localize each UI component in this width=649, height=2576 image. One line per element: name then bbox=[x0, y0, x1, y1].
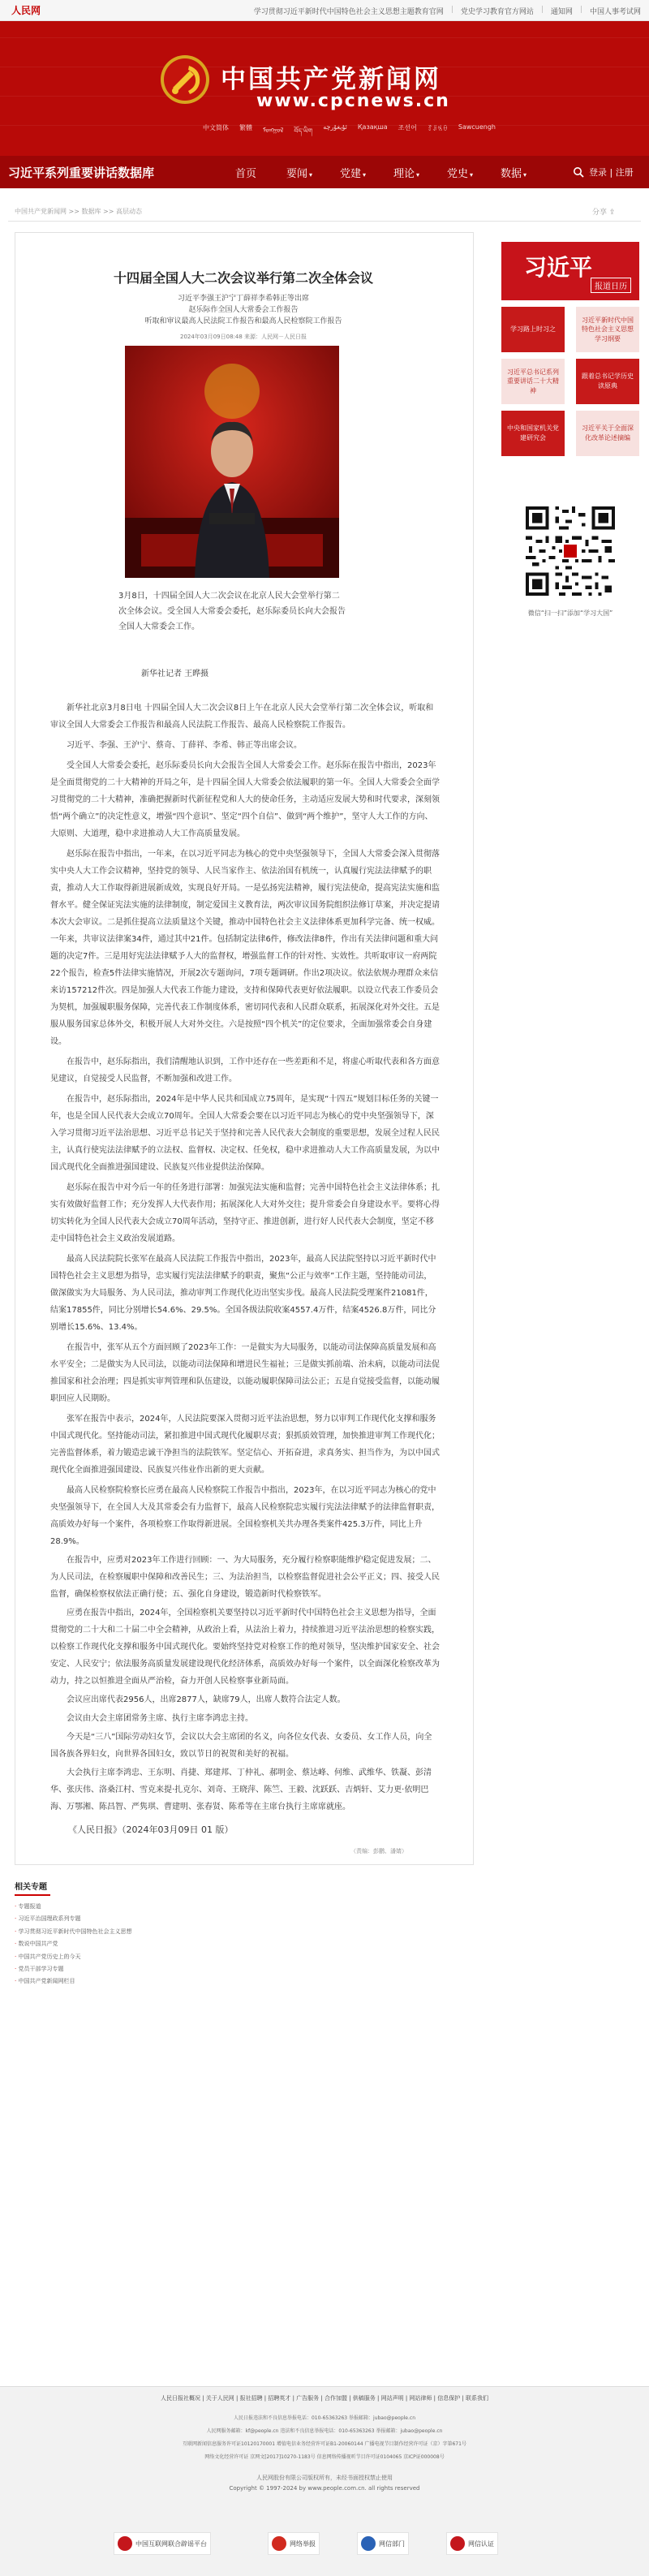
article-paragraph: 赵乐际在报告中对今后一年的任务进行部署：加强宪法实施和监督；完善中国特色社会主义法律体系；扎实有效做好监督工作；充分发挥人大代表作用；拓展深化人大对外交往；提升常委会自身建设水平。要将心得切实转化为全国人民代表大会成立70周年活动，坚持守正、推进创新，进行好人民代表大会制度，坚定不移走中国特色社会主义政治发展道路。 bbox=[50, 1183, 440, 1243]
sidebar-tile[interactable]: 习近平关于全面深化改革论述摘编 bbox=[576, 411, 639, 456]
footer-copyright-en: Copyright © 1997-2024 by www.people.com.cn. all rights reserved bbox=[229, 2485, 420, 2492]
nav-party-building[interactable]: 党建 ▾ bbox=[339, 167, 367, 180]
article-paragraph: 受全国人大常委会委托，赵乐际委员长向大会报告全国人大常委会工作。赵乐际在报告中指出，2023年是全面贯彻党的二十大精神的开局之年，是十四届全国人大常委会依法履职的第一年。全国人大常委会全面学习贯彻党的二十大精神，准确把握新时代新征程党和人大的使命任务，主动适应发展大势和时代要求，深刻领悟“两个确立”的决定性意义，增强“四个意识”、坚定“四个自信”、做到“两个维护”，坚守人大工作的方向、大原则、大道理，稳中求进推动人大工作高质量发展。 bbox=[50, 761, 440, 838]
lang-link[interactable]: 中文简体 bbox=[203, 124, 229, 131]
people-logo[interactable]: 人民网 bbox=[11, 5, 41, 16]
lang-link[interactable]: ᠮᠣᠩᠭᠣᠯ bbox=[263, 127, 284, 134]
footer-badge[interactable]: 网信部门 bbox=[357, 2532, 409, 2555]
article-headline: 十四届全国人大二次会议举行第二次全体会议 bbox=[113, 270, 373, 286]
article-paragraph: 在报告中，张军从五个方面回顾了2023年工作：一是做实为大局服务，以能动司法保障高质量发展和高水平安全；二是做实为人民司法，以能动司法保障和增进民生福祉；三是做实抓前端、治未病，以能动司法促推国家和社会治理；四是抓实审判管理和队伍建设，以能动履职保障司法公正；五是自觉接受监督，以能动履职回应人民期盼。 bbox=[50, 1343, 440, 1403]
related-link[interactable]: · 党员干部学习专题 bbox=[15, 1963, 474, 1975]
related-link[interactable]: · 专题报道 bbox=[15, 1901, 474, 1913]
article-subtitle: 赵乐际作全国人大常委会工作报告 bbox=[188, 306, 299, 314]
nav-theory[interactable]: 理论 ▾ bbox=[393, 167, 420, 180]
lang-link[interactable]: 繁體 bbox=[239, 124, 252, 131]
site-url: www.cpcnews.cn bbox=[256, 91, 450, 111]
related-link[interactable]: · 数说中国共产党 bbox=[15, 1938, 474, 1950]
top-link[interactable]: 学习贯彻习近平新时代中国特色社会主义思想主题教育官网 bbox=[253, 8, 444, 16]
sidebar-tile[interactable]: 习近平总书记系列重要讲话二十大精神 bbox=[501, 359, 565, 404]
article-paragraph: 最高人民法院院长张军在最高人民法院工作报告中指出，2023年，最高人民法院坚持以习近平新时代中国特色社会主义思想为指导，忠实履行宪法法律赋予的职责，聚焦“公正与效率”工作主题，坚持能动司法，做深做实为大局服务、为人民司法，推动审判工作现代化迈出坚实步伐。最高人民法院受理案件21081件，结案17855件，同比分别增长54.6%、29.5%。全国各级法院收案4557.4万件，结案4526.8万件，同比分别增长15.6%、13.4%。 bbox=[50, 1255, 436, 1332]
xi-banner-title: 习近平 bbox=[524, 254, 593, 281]
chevron-down-icon: ▾ bbox=[363, 170, 367, 179]
article-source: 《人民日报》（2024年03月09日 01 版） bbox=[68, 1824, 234, 1835]
footer-badge[interactable]: 网络举报 bbox=[268, 2532, 320, 2555]
sidebar-tiles bbox=[501, 307, 639, 456]
footer-line: 互联网新闻信息服务许可证10120170001 增值电信业务经营许可证B1-20060144 广播电视节目制作经营许可证（京）字第671号 bbox=[183, 2441, 466, 2447]
article-paragraph: 赵乐际在报告中指出，一年来，在以习近平同志为核心的党中央坚强领导下，全国人大常委会深入贯彻落实中央人大工作会议精神，坚持党的领导、人民当家作主、依法治国有机统一，认真履行宪法法律赋予的职责，推动人大工作取得新进展新成效，实现良好开局。一是弘扬宪法精神，履行宪法使命，提高宪法实施和监督水平。健全保证宪法实施的法律制度，制定爱国主义教育法，两次审议国务院组织法修订草案，并决定提请本次大会审议。二是抓住提高立法质量这个关键，推动中国特色社会主义法律体系更加科学完备、统一权威。一年来，共审议法律案34件，通过其中21件。包括制定法律6件，修改法律8件，作出有关法律问题和重大问题的决定7件。三是用好宪法法律赋予人大的监督权，增强监督工作的针对性、实效性。共听取审议一府两院22个报告，检查5件法律实施情况，开展2次专题询问，7项专题调研。作出2项决议。依法依规办理群众来信来访157212件次。四是加强人大代表工作能力建设，支持和保障代表更好依法履职。以设立代表工作委员会为契机，加强履职服务保障，完善代表工作制度体系，密切同代表和人民群众联系，拓展深化对外交往。五是服从服务国家总体外交，积极开展人大对外交往。六是按照“四个机关”的定位要求，全面加强常委会自身建设。 bbox=[50, 850, 440, 1046]
lang-link[interactable]: ئۇيغۇرچە bbox=[323, 123, 347, 131]
share-button[interactable]: 分享 ⇪ bbox=[592, 209, 616, 217]
chevron-down-icon: ▾ bbox=[470, 170, 474, 179]
chevron-down-icon: ▾ bbox=[416, 170, 420, 179]
divider bbox=[8, 221, 641, 222]
top-links: 学习贯彻习近平新时代中国特色社会主义思想主题教育官网 | 党史学习教育官方网站 | 通知网 | 中国人事考试网 bbox=[253, 6, 641, 16]
nav-data[interactable]: 数据 ▾ bbox=[500, 167, 527, 180]
footer-badge[interactable]: 网信认证 bbox=[446, 2532, 498, 2555]
photo-credit: 新华社记者 王晔摄 bbox=[141, 670, 209, 678]
certification-icon bbox=[450, 2536, 465, 2551]
top-link[interactable]: 通知网 bbox=[550, 8, 573, 16]
share-icon: ⇪ bbox=[608, 209, 616, 217]
calendar-tag: 报道日历 bbox=[591, 278, 631, 293]
footer-links[interactable]: 人民日报社概况 | 关于人民网 | 报社招聘 | 招聘英才 | 广告服务 | 合作加盟 | 供稿服务 | 网站声明 | 网站律师 | 信息保护 | 联系我们 bbox=[160, 2395, 489, 2402]
lang-link[interactable]: 조선어 bbox=[398, 124, 417, 131]
article-paragraph: 新华社北京3月8日电 十四届全国人大二次会议8日上午在北京人民大会堂举行第二次全体会议，听取和审议全国人大常委会工作报告和最高人民法院工作报告、最高人民检察院工作报告。 bbox=[50, 704, 434, 730]
footer-line: 网络文化经营许可证 京网文[2017]10270-1183号 信息网络传播视听节目许可证0104065 京ICP证000008号 bbox=[204, 2454, 445, 2460]
sidebar-tile[interactable]: 中央和国家机关党建研究会 bbox=[501, 411, 565, 456]
search-icon[interactable] bbox=[573, 166, 584, 178]
article-paragraph: 在报告中，赵乐际指出，2024年是中华人民共和国成立75周年，是实现“十四五”规划目标任务的关键一年，也是全国人民代表大会成立70周年。全国人大常委会要在以习近平同志为核心的党中央坚强领导下，深入学习贯彻习近平法治思想、习近平总书记关于坚持和完善人民代表大会制度的重要思想，发展全过程人民民主，认真行使宪法法律赋予的立法权、监督权、决定权、任免权，稳中求进推动人大工作高质量发展，为以中国式现代化全面推进强国建设、民族复兴伟业提供法治保障。 bbox=[50, 1095, 440, 1172]
nav-home[interactable]: 首页 bbox=[234, 167, 256, 180]
nav-party-history[interactable]: 党史 ▾ bbox=[446, 167, 474, 180]
related-link[interactable]: · 中国共产党历史上的今天 bbox=[15, 1951, 474, 1963]
qr-code bbox=[522, 503, 618, 599]
xi-calendar-banner[interactable] bbox=[501, 242, 639, 300]
footer-line: 人民日报违法和不良信息举报电话：010-65363263 举报邮箱：jubao@people.cn bbox=[233, 2415, 416, 2421]
top-bar bbox=[0, 0, 649, 21]
related-link[interactable]: · 习近平治国理政系列专题 bbox=[15, 1913, 474, 1925]
article-body-continued bbox=[50, 1482, 440, 1855]
article-subtitle: 习近平李强王沪宁丁薛祥李希韩正等出席 bbox=[177, 295, 309, 303]
top-link[interactable]: 中国人事考试网 bbox=[589, 8, 641, 16]
footer-badge[interactable]: 中国互联网联合辟谣平台 bbox=[114, 2532, 211, 2555]
article-paragraph: 张军在报告中表示，2024年，人民法院要深入贯彻习近平法治思想，努力以审判工作现代化支撑和服务中国式现代化。坚持能动司法，紧扣推进中国式现代化履职尽责；狠抓质效管理，加快推进审判工作现代化；完善监督体系，着力锻造忠诚干净担当的法院铁军。坚定信心、开拓奋进，求真务实、担当作为，为以中国式现代化全面推进强国建设、民族复兴伟业作出新的更大贡献。 bbox=[50, 1415, 440, 1475]
top-link[interactable]: 党史学习教育官方网站 bbox=[460, 8, 534, 16]
sidebar-tile[interactable]: 习近平新时代中国特色社会主义思想学习纲要 bbox=[576, 307, 639, 352]
cyberspace-icon bbox=[361, 2536, 376, 2551]
party-emblem-icon bbox=[159, 54, 211, 106]
footer-line: 人民网服务邮箱：kf@people.cn 违法和不良信息举报电话：010-65363263 举报邮箱：jubao@people.cn bbox=[206, 2428, 443, 2434]
language-switcher bbox=[203, 123, 496, 142]
chevron-down-icon: ▾ bbox=[523, 170, 527, 179]
article-paragraph: 今天是“三八”国际劳动妇女节，会议以大会主席团的名义，向各位女代表、女委员、女工作人员，向全国各族各界妇女，向世界各国妇女，致以节日的祝贺和美好的祝福。 bbox=[50, 1733, 432, 1759]
lang-link[interactable]: ꆈꌠꁱꂷ bbox=[427, 125, 448, 132]
photo-caption: 3月8日，十四届全国人大二次会议在北京人民大会堂举行第二次全体会议。受全国人大常委会委托，赵乐际委员长向大会报告全国人大常委会工作。 bbox=[118, 592, 346, 631]
article-meta: 2024年03月09日08:48 来源：人民网－人民日报 bbox=[179, 334, 307, 340]
login-link[interactable]: 登录 bbox=[589, 167, 607, 178]
article-photo bbox=[125, 346, 339, 578]
article-paragraph: 会议由大会主席团常务主席、执行主席李鸿忠主持。 bbox=[67, 1714, 253, 1723]
chevron-down-icon: ▾ bbox=[309, 170, 313, 179]
breadcrumb[interactable]: 中国共产党新闻网 >> 数据库 >> 高层动态 bbox=[15, 208, 142, 215]
qr-caption: 微信“扫一扫”添加“学习大国” bbox=[527, 610, 613, 617]
login-register: 登录 | 注册 bbox=[589, 167, 634, 178]
article-paragraph: 最高人民检察院检察长应勇在最高人民检察院工作报告中指出，2023年，在以习近平同志为核心的党中央坚强领导下，在全国人大及其常委会有力监督下，最高人民检察院忠实履行宪法法律赋予的法律监督职责，高质效办好每一个案件，各项检察工作取得新进展。全国检察机关共办理各类案件425.3万件，同比上升28.9%。 bbox=[50, 1486, 440, 1546]
report-icon bbox=[272, 2536, 286, 2551]
article-paragraph: 习近平、李强、王沪宁、蔡奇、丁薛祥、李希、韩正等出席会议。 bbox=[67, 741, 302, 750]
footer-copyright: 人民网股份有限公司版权所有，未经书面授权禁止使用 bbox=[256, 2475, 393, 2481]
database-title[interactable]: 习近平系列重要讲话数据库 bbox=[8, 166, 155, 180]
article-paragraph: 会议应出席代表2956人，出席2877人，缺席79人，出席人数符合法定人数。 bbox=[67, 1695, 346, 1704]
sidebar-tile[interactable]: 学习路上时习之 bbox=[501, 307, 565, 352]
sidebar-tile[interactable]: 跟着总书记学历史读原典 bbox=[576, 359, 639, 404]
article-subtitle: 听取和审议最高人民法院工作报告和最高人民检察院工作报告 bbox=[144, 317, 342, 325]
article-paragraph: 大会执行主席李鸿忠、王东明、肖捷、郑建邦、丁仲礼、郝明金、蔡达峰、何维、武维华、铁凝、彭清华、张庆伟、洛桑江村、雪克来提·扎克尔、刘奇、王晓萍、陈竺、王毅、沈跃跃、吉炳轩、艾力更·依明巴海、万鄂湘、陈昌智、严隽琪、曹建明、张春贤、陈希等在主席台执行主席席就座。 bbox=[50, 1768, 432, 1811]
related-topics bbox=[15, 1880, 474, 1988]
nav-news[interactable]: 要闻 ▾ bbox=[286, 167, 313, 180]
lang-link[interactable]: Sawcuengh bbox=[458, 123, 496, 131]
lang-link[interactable]: བོད་ཡིག bbox=[294, 127, 313, 135]
register-link[interactable]: 注册 bbox=[615, 167, 634, 178]
related-link[interactable]: · 中国共产党新闻网栏目 bbox=[15, 1975, 474, 1988]
site-banner bbox=[0, 21, 649, 156]
rumor-platform-icon bbox=[118, 2536, 132, 2551]
article-paragraph: 在报告中，赵乐际指出，我们清醒地认识到，工作中还存在一些差距和不足，将虚心听取代表和各方面意见建议，自觉接受人民监督，不断加强和改进工作。 bbox=[50, 1058, 440, 1083]
related-link[interactable]: · 学习贯彻习近平新时代中国特色社会主义思想 bbox=[15, 1926, 474, 1938]
lang-link[interactable]: Қазақша bbox=[357, 123, 388, 131]
article-paragraph: 在报告中，应勇对2023年工作进行回顾：一、为大局服务，充分履行检察职能维护稳定促进发展；二、为人民司法，在检察履职中保障和改善民生；三、为法治担当，以检察监督促进社会公平正义；四、接受人民监督，确保检察权依法正确行使；五、强化自身建设，锻造新时代检察铁军。 bbox=[50, 1556, 440, 1599]
related-heading: 相关专题 bbox=[15, 1880, 50, 1896]
main-nav bbox=[0, 156, 649, 188]
site-title[interactable]: 中国共产党新闻网 bbox=[221, 65, 441, 94]
article-editor: （责编：彭鹏、潘婧） bbox=[350, 1848, 407, 1855]
article-paragraph: 应勇在报告中指出，2024年，全国检察机关要坚持以习近平新时代中国特色社会主义思想为指导，全面贯彻党的二十大和二十届二中全会精神，从政治上看，从法治上着力，持续推进习近平法治思想的检察实践，以检察工作现代化支撑和服务中国式现代化。要始终坚持党对检察工作的绝对领导，坚决维护国家安全、社会安定、人民安宁；依法服务高质量发展建设现代化经济体系，高质效办好每一个案件，以全面深化检察改革为动力，持之以恒推进全面从严治检，奋力开创人民检察事业新局面。 bbox=[50, 1609, 440, 1686]
